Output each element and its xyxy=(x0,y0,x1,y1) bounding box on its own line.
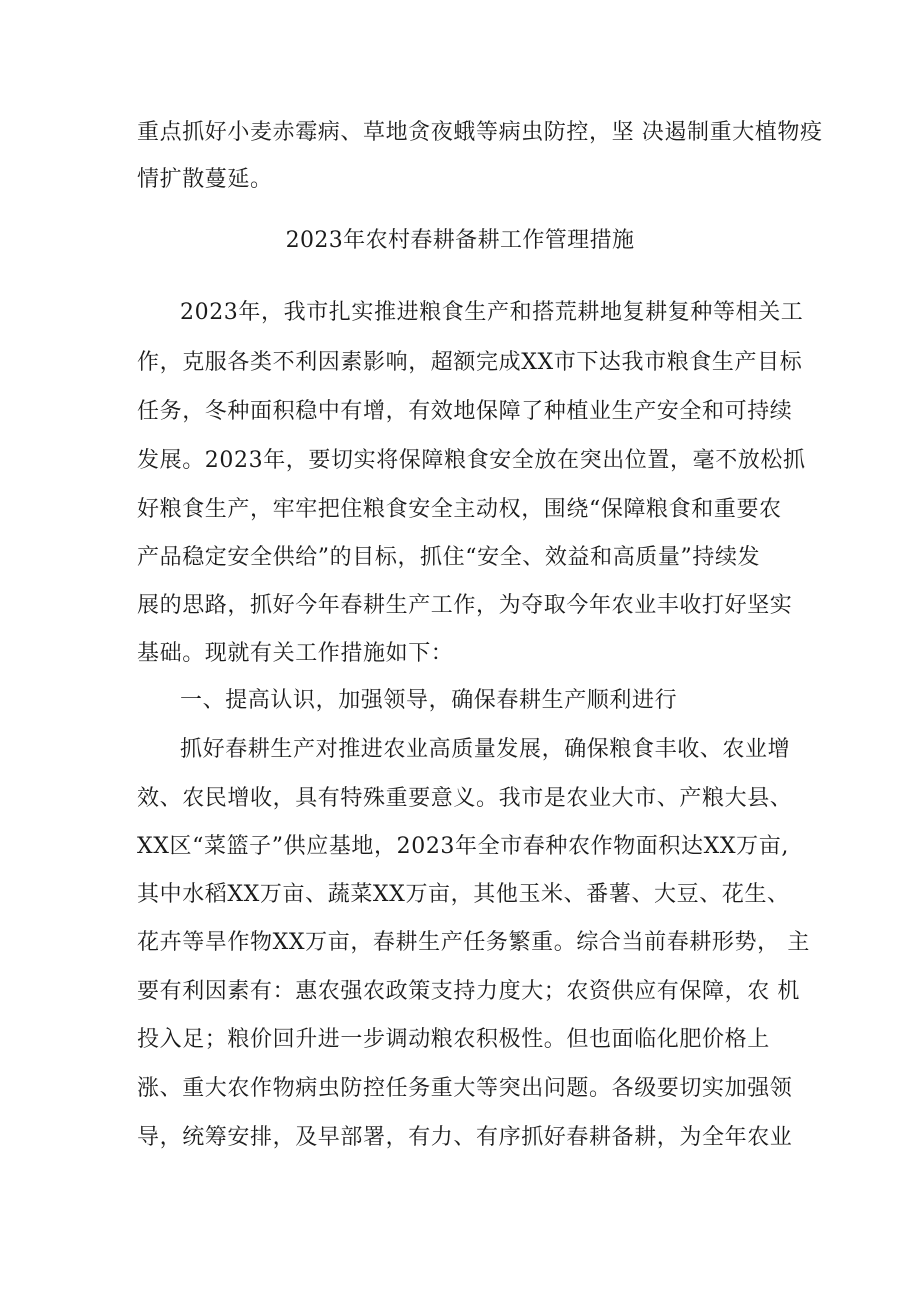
paragraph-2-line-4: 其中水稻XX万亩、蔬菜XX万亩，其他玉米、番薯、大豆、花生、 xyxy=(137,882,790,907)
paragraph-1-line-2: 作，克服各类不利因素影响，超额完成XX市下达我市粮食生产目标 xyxy=(137,350,803,375)
document-title: 2023年农村春耕备耕工作管理措施 xyxy=(285,228,635,253)
section-heading-1: 一、提高认识，加强领导，确保春耕生产顺利进行 xyxy=(180,688,678,713)
paragraph-2-line-6: 要有利因素有：惠农强农政策支持力度大；农资供应有保障，农 机 xyxy=(137,979,800,1004)
paragraph-1-line-3: 任务，冬种面积稳中有增，有效地保障了种植业生产安全和可持续 xyxy=(137,399,793,424)
paragraph-1-line-4: 发展。2023年，要切实将保障粮食安全放在突出位置，毫不放松抓 xyxy=(137,448,806,473)
paragraph-1-line-1: 2023年，我市扎实推进粮食生产和搭荒耕地复耕复种等相关工 xyxy=(180,300,804,325)
paragraph-2-line-1: 抓好春耕生产对推进农业高质量发展，确保粮食丰收、农业增 xyxy=(180,737,791,762)
paragraph-2-line-7: 投入足；粮价回升进一步调动粮农积极性。但也面临化肥价格上 xyxy=(137,1027,770,1052)
continuation-line-2: 情扩散蔓延。 xyxy=(137,167,273,192)
paragraph-1-line-5: 好粮食生产，牢牢把住粮食安全主动权，围绕“保障粮食和重要农 xyxy=(137,497,782,522)
paragraph-1-line-7: 展的思路，抓好今年春耕生产工作，为夺取今年农业丰收打好坚实 xyxy=(137,593,793,618)
paragraph-1-line-8: 基础。现就有关工作措施如下： xyxy=(137,641,454,666)
paragraph-2-line-8: 涨、重大农作物病虫防控任务重大等突出问题。各级要切实加强领 xyxy=(137,1076,793,1101)
paragraph-1-line-6: 产品稳定安全供给”的目标，抓住“安全、效益和高质量”持续发 xyxy=(137,545,761,570)
paragraph-2-line-3: XX区“菜篮子”供应基地，2023年全市春种农作物面积达XX万亩, xyxy=(137,834,789,859)
paragraph-2-line-9: 导，统筹安排，及早部署，有力、有序抓好春耕备耕，为全年农业 xyxy=(137,1125,793,1150)
continuation-line-1: 重点抓好小麦赤霉病、草地贪夜蛾等病虫防控，坚 决遏制重大植物疫 xyxy=(137,120,823,145)
paragraph-2-line-5: 花卉等旱作物XX万亩，春耕生产任务繁重。综合当前春耕形势， 主 xyxy=(137,930,810,955)
paragraph-2-line-2: 效、农民增收，具有特殊重要意义。我市是农业大市、产粮大县、 xyxy=(137,786,793,811)
